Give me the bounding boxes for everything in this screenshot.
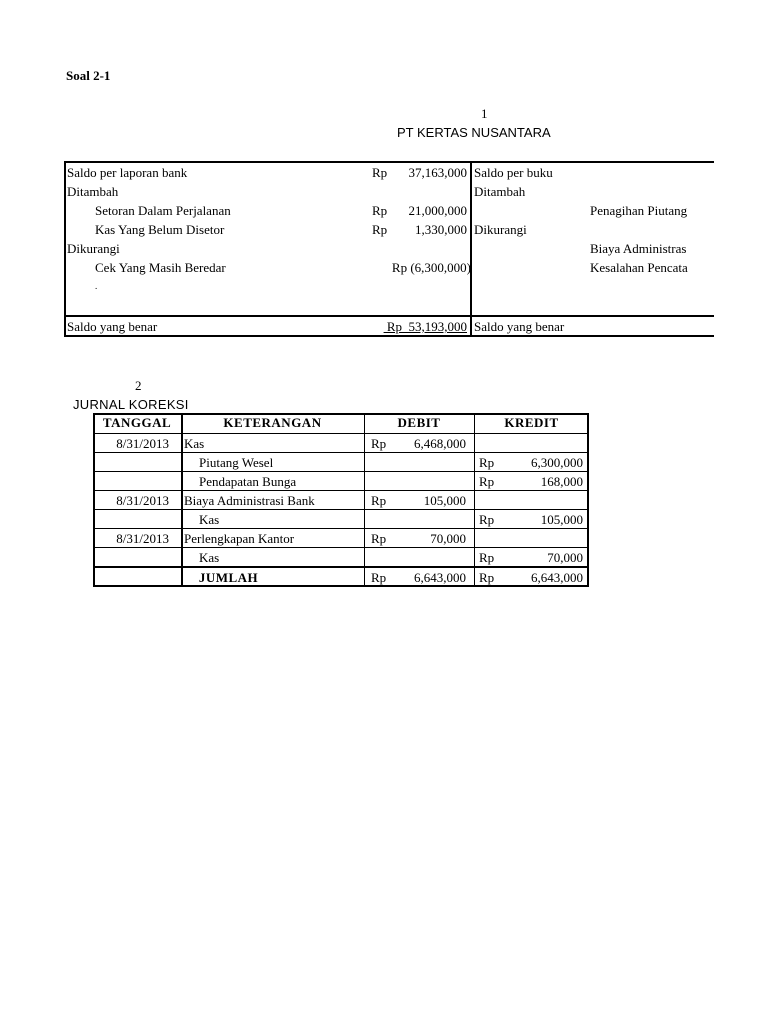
- row-debit-amount: 70,000: [430, 531, 466, 546]
- row-credit-amount: 6,300,000: [531, 455, 583, 470]
- row-date: 8/31/2013: [116, 531, 169, 546]
- row-debit-amount: 105,000: [423, 493, 466, 508]
- saldo-benar-right-label: Saldo yang benar: [474, 319, 565, 334]
- row-description: Kas: [199, 550, 220, 565]
- saldo-bank-value: 37,163,000: [408, 165, 467, 180]
- biaya-admin-label: Biaya Administras: [590, 241, 687, 256]
- section-number-1: 1: [481, 106, 488, 121]
- row-credit-currency: Rp: [479, 512, 495, 527]
- row-date: 8/31/2013: [116, 493, 169, 508]
- row-credit-amount: 105,000: [540, 512, 583, 527]
- cek-label: Cek Yang Masih Beredar: [95, 260, 226, 275]
- total-credit-amount: 6,643,000: [531, 570, 583, 585]
- cek-value: Rp (6,300,000): [391, 260, 471, 275]
- row-credit-currency: Rp: [479, 474, 495, 489]
- saldo-benar-left-value: Rp 53,193,000: [383, 319, 467, 334]
- kesalahan-label: Kesalahan Pencata: [590, 260, 688, 275]
- header-tanggal: TANGGAL: [102, 415, 172, 430]
- row-date: 8/31/2013: [116, 436, 169, 451]
- recon-divider: [470, 161, 472, 337]
- setoran-rp: Rp: [372, 203, 388, 218]
- row-credit-amount: 70,000: [547, 550, 583, 565]
- stray-dot: .: [95, 281, 98, 291]
- right-ditambah-label: Ditambah: [474, 184, 526, 199]
- row-description: Piutang Wesel: [199, 455, 274, 470]
- journal-table: [93, 413, 589, 587]
- right-dikurangi-label: Dikurangi: [474, 222, 527, 237]
- saldo-buku-label: Saldo per buku: [474, 165, 553, 180]
- row-debit-currency: Rp: [371, 493, 387, 508]
- row-description: Pendapatan Bunga: [199, 474, 297, 489]
- penagihan-label: Penagihan Piutang: [590, 203, 688, 218]
- row-credit-currency: Rp: [479, 455, 495, 470]
- setoran-label: Setoran Dalam Perjalanan: [95, 203, 231, 218]
- company-name: PT KERTAS NUSANTARA: [397, 125, 551, 140]
- row-debit-currency: Rp: [371, 436, 387, 451]
- row-debit-currency: Rp: [371, 531, 387, 546]
- row-debit-amount: 6,468,000: [414, 436, 466, 451]
- setoran-value: 21,000,000: [408, 203, 467, 218]
- header-debit: DEBIT: [397, 415, 441, 430]
- row-credit-currency: Rp: [479, 550, 495, 565]
- saldo-bank-label: Saldo per laporan bank: [67, 165, 188, 180]
- left-ditambah-label: Ditambah: [67, 184, 119, 199]
- journal-col-line: [181, 413, 183, 587]
- kas-belum-rp: Rp: [372, 222, 388, 237]
- header-kredit: KREDIT: [504, 415, 559, 430]
- row-description: Biaya Administrasi Bank: [184, 493, 315, 508]
- soal-title: Soal 2-1: [66, 68, 111, 83]
- row-description: Perlengkapan Kantor: [184, 531, 295, 546]
- row-description: Kas: [199, 512, 220, 527]
- left-dikurangi-label: Dikurangi: [67, 241, 120, 256]
- row-description: Kas: [184, 436, 205, 451]
- section-number-2: 2: [135, 378, 142, 393]
- header-keterangan: KETERANGAN: [223, 415, 322, 430]
- total-debit-amount: 6,643,000: [414, 570, 466, 585]
- saldo-bank-rp: Rp: [372, 165, 388, 180]
- total-credit-currency: Rp: [479, 570, 495, 585]
- kas-belum-label: Kas Yang Belum Disetor: [95, 222, 225, 237]
- row-credit-amount: 168,000: [540, 474, 583, 489]
- total-label: JUMLAH: [198, 570, 259, 585]
- total-debit-currency: Rp: [371, 570, 387, 585]
- journal-title: JURNAL KOREKSI: [73, 397, 189, 412]
- kas-belum-value: 1,330,000: [415, 222, 467, 237]
- saldo-benar-left-label: Saldo yang benar: [67, 319, 158, 334]
